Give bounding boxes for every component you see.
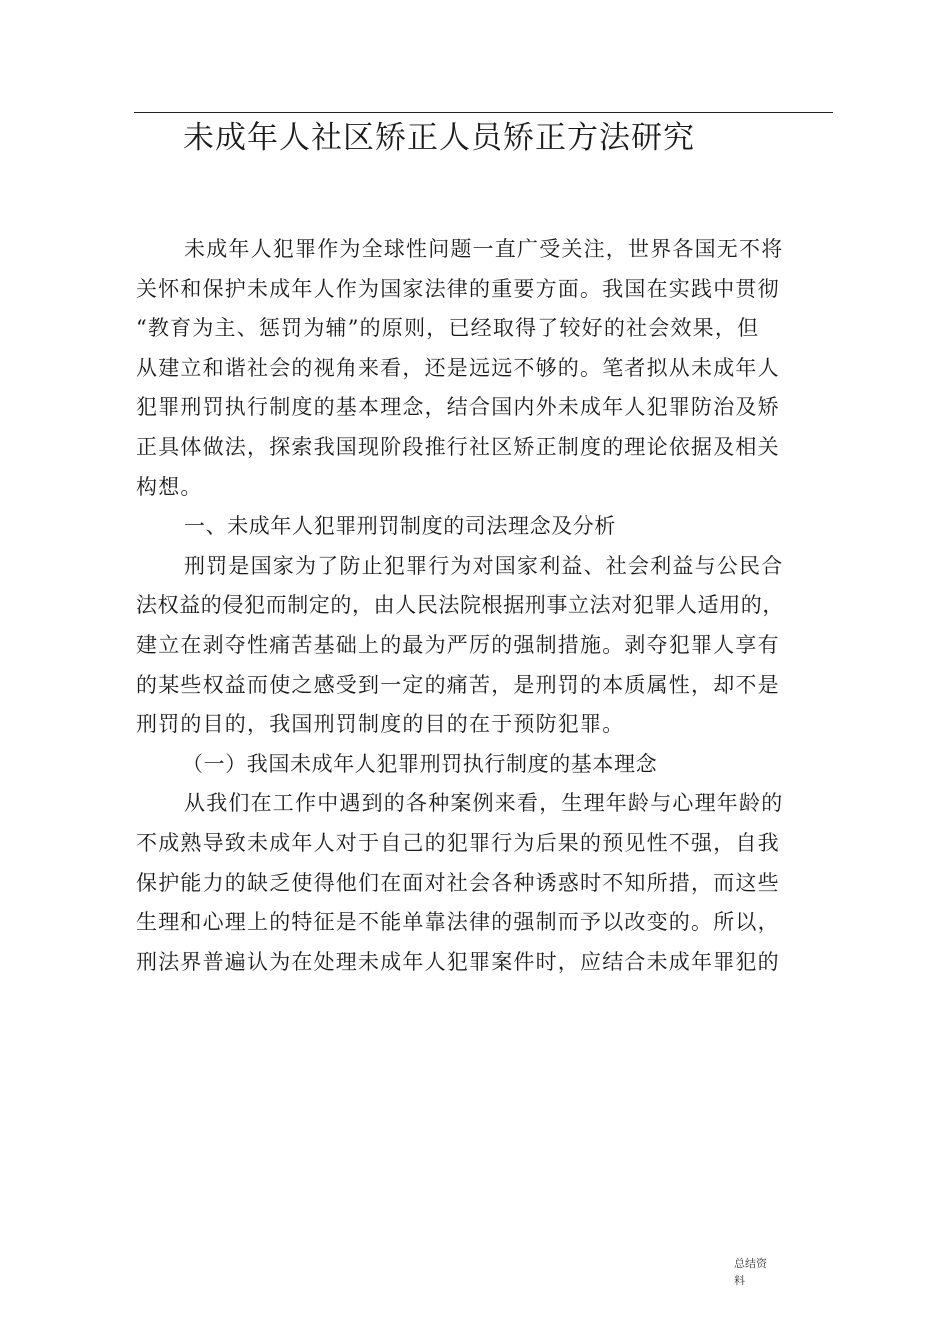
text-line: 犯罪刑罚执行制度的基本理念，结合国内外未成年人犯罪防治及矫 (136, 395, 780, 420)
document-body (136, 230, 826, 982)
text-line: 刑罚是国家为了防止犯罪行为对国家利益、社会利益与公民合 (184, 553, 784, 578)
text-line: 从建立和谐社会的视角来看，还是远远不够的。笔者拟从未成年人 (136, 355, 780, 380)
text-line: 刑罚的目的，我国刑罚制度的目的在于预防犯罪。 (136, 712, 625, 737)
subsection-heading: （一）我国未成年人犯罪刑罚执行制度的基本理念 (182, 751, 658, 776)
text-line: 不成熟导致未成年人对于自己的犯罪行为后果的预见性不强，自我 (136, 830, 780, 855)
document-title: 未成年人社区矫正人员矫正方法研究 (183, 120, 695, 156)
footer-line: 总结资 (734, 1257, 767, 1270)
text-line: 未成年人犯罪作为全球性问题一直广受关注，世界各国无不将 (184, 237, 784, 261)
section-heading: 一、未成年人犯罪刑罚制度的司法理念及分析 (184, 514, 616, 539)
text-line: 刑法界普遍认为在处理未成年人犯罪案件时，应结合未成年罪犯的 (136, 949, 780, 974)
text-line: 关怀和保护未成年人作为国家法律的重要方面。我国在实践中贯彻 (136, 276, 780, 301)
footer-line: 料 (734, 1274, 745, 1287)
text-line: 法权益的侵犯而制定的，由人民法院根据刑事立法对犯罪人适用的， (136, 593, 784, 618)
footer-note (734, 1255, 794, 1289)
text-line: 建立在剥夺性痛苦基础上的最为严厉的强制措施。剥夺犯罪人享有 (136, 632, 780, 657)
text-line: 保护能力的缺乏使得他们在面对社会各种诱惑时不知所措，而这些 (136, 870, 780, 895)
text-line: “教育为主、惩罚为辅”的原则，已经取得了较好的社会效果，但 (136, 316, 760, 341)
header-rule (134, 112, 833, 113)
text-line: 构想。 (136, 474, 203, 499)
text-line: 生理和心理上的特征是不能单靠法律的强制而予以改变的。所以， (136, 910, 780, 935)
text-line: 正具体做法，探索我国现阶段推行社区矫正制度的理论依据及相关 (136, 434, 780, 459)
text-line: 的某些权益而使之感受到一定的痛苦，是刑罚的本质属性，却不是 (136, 672, 780, 697)
text-line: 从我们在工作中遇到的各种案例来看，生理年龄与心理年龄的 (184, 791, 784, 816)
